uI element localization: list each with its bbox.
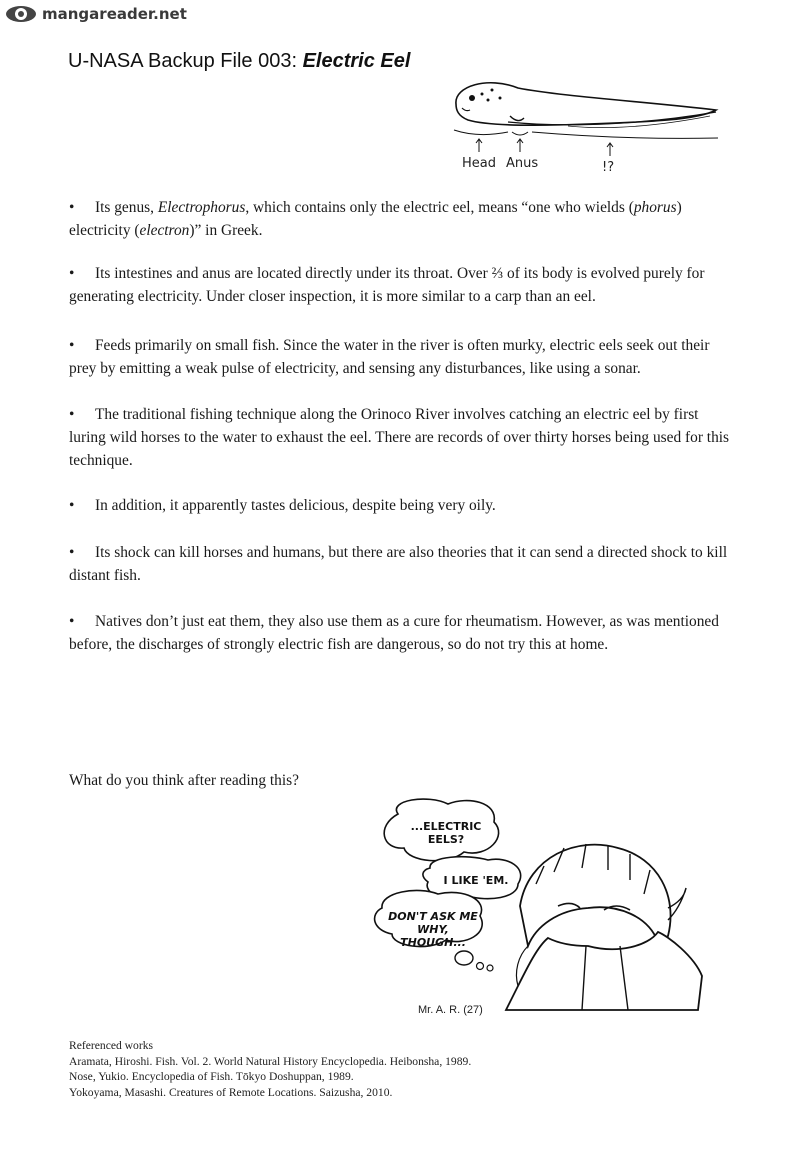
fact-item: • The traditional fishing technique along the Orinoco River involves catching an electric eel by first luring wild horses to the water to exhaust the eel. There are records of over thirty horses being used for this technique. [69, 406, 730, 469]
page-title [68, 50, 410, 73]
reference-item: Nose, Yukio. Encyclopedia of Fish. Tōkyo Doshuppan, 1989. [69, 1070, 354, 1083]
fact-item: • In addition, it apparently tastes delicious, despite being very oily. [69, 497, 496, 514]
title-subject: Electric Eel [302, 50, 411, 72]
fact-text: Feeds primarily on small fish. Since the water in the river is often murky, electric eels seek out their prey by emitting a weak pulse of electricity, and sensing any disturbances, like using a sonar. [69, 337, 710, 377]
bubble-dont-ask: DON'T ASK ME WHY, THOUGH... [388, 910, 478, 949]
bubble-i-like-em: I LIKE 'EM. [443, 874, 509, 887]
title-prefix: U-NASA Backup File 003: [68, 50, 297, 72]
eel-diagram [448, 68, 720, 180]
references-heading: Referenced works [69, 1039, 154, 1052]
fact-item: • Its intestines and anus are located directly under its throat. Over ⅔ of its body is evolved purely for generating electricity. Under closer inspection, it is more similar to a carp than an eel. [69, 265, 705, 305]
fact-item: • Its genus, Electrophorus, which contains only the electric eel, means “one who wields (phorus) electricity (electron)” in Greek. [69, 199, 682, 239]
fact-text: In addition, it apparently tastes delicious, despite being very oily. [95, 497, 496, 514]
comic-panel [368, 796, 708, 1026]
comic-credit: Mr. A. R. (27) [418, 1004, 483, 1016]
fact-text: Its genus, Electrophorus, which contains only the electric eel, means “one who wields (phorus) electricity (electron)” in Greek. [69, 199, 682, 239]
reader-question: What do you think after reading this? [69, 772, 299, 789]
fact-item: • Feeds primarily on small fish. Since the water in the river is often murky, electric eels seek out their prey by emitting a weak pulse of electricity, and sensing any disturbances, like using a sonar. [69, 337, 710, 377]
fact-text: The traditional fishing technique along the Orinoco River involves catching an electric eel by first luring wild horses to the water to exhaust the eel. There are records of over thirty horses being used for this technique. [69, 406, 730, 469]
fact-item: • Its shock can kill horses and humans, but there are also theories that it can send a directed shock to kill distant fish. [69, 544, 728, 584]
eel-label-surprise: !? [602, 160, 615, 175]
reference-item: Yokoyama, Masashi. Creatures of Remote Locations. Saizusha, 2010. [69, 1085, 393, 1099]
fact-text: Its shock can kill horses and humans, but there are also theories that it can send a directed shock to kill distant fish. [69, 544, 728, 584]
fact-item: • Natives don’t just eat them, they also use them as a cure for rheumatism. However, as was mentioned before, the discharges of strongly electric fish are dangerous, so do not try this at home. [69, 613, 719, 653]
fact-text: Natives don’t just eat them, they also use them as a cure for rheumatism. However, as was mentioned before, the discharges of strongly electric fish are dangerous, so do not try this at home. [69, 613, 719, 653]
references [69, 1038, 471, 1100]
manga-eye-logo-icon [4, 4, 38, 24]
eel-label-head: Head [462, 156, 496, 171]
reference-item: Aramata, Hiroshi. Fish. Vol. 2. World Natural History Encyclopedia. Heibonsha, 1989. [69, 1054, 472, 1068]
watermark [4, 4, 187, 24]
watermark-text: mangareader.net [42, 5, 187, 23]
fact-text: Its intestines and anus are located directly under its throat. Over ⅔ of its body is evolved purely for generating electricity. Under closer inspection, it is more similar to a carp than an eel. [69, 265, 705, 305]
eel-label-anus: Anus [506, 156, 539, 171]
bubble-electric-eels: ...ELECTRIC EELS? [410, 820, 482, 846]
